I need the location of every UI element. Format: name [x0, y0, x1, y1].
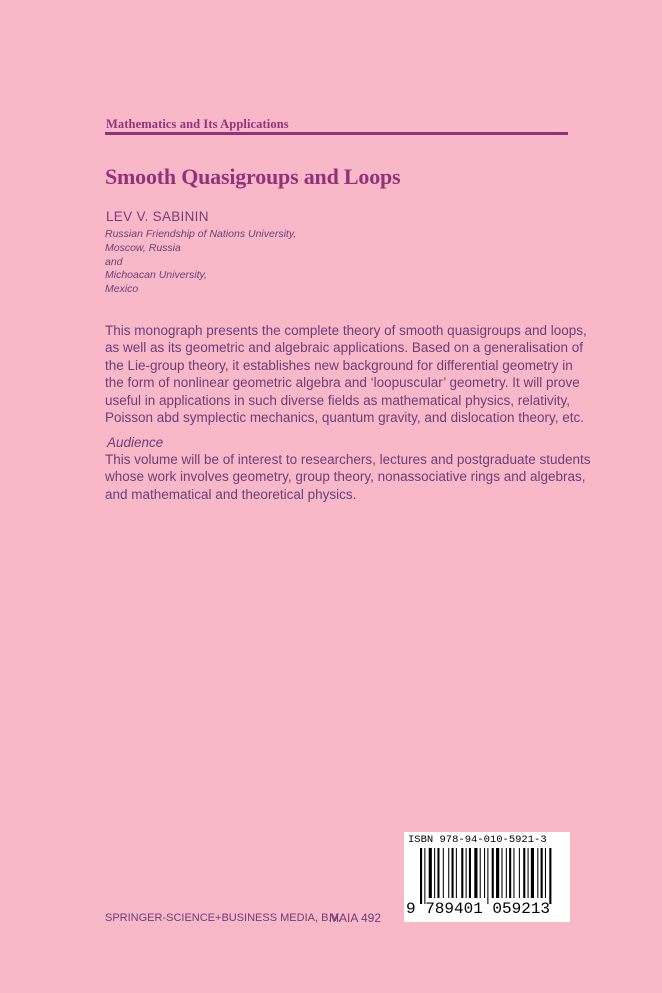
description-line: the Lie-group theory, it establishes new background for differential geometry in [105, 357, 573, 373]
barcode-bar [487, 848, 488, 904]
barcode-bar [523, 848, 525, 898]
barcode-bar [531, 848, 534, 898]
description-line: the form of nonlinear geometric algebra and ‘loopuscular’ geometry. It will prove [105, 375, 580, 391]
barcode-bar [461, 848, 463, 898]
description-line: Poisson abd symplectic mechanics, quantum gravity, and dislocation theory, etc. [105, 410, 584, 426]
series-number: MAIA 492 [329, 911, 382, 925]
barcode-bar [541, 848, 543, 898]
audience-line: This volume will be of interest to researchers, lectures and postgraduate students [105, 452, 591, 467]
audience-text [105, 451, 591, 503]
description-line: useful in applications in such diverse fields as mathematical physics, relativity, [105, 392, 570, 408]
barcode-bar [448, 848, 449, 898]
audience-line: whose work involves geometry, group theory, nonassociative rings and algebras, [105, 469, 586, 485]
barcode-bar [466, 848, 467, 898]
audience-line: and mathematical and theoretical physics. [105, 486, 357, 502]
barcode-bar [509, 848, 511, 898]
barcode-bar [549, 848, 551, 904]
barcode-bar [469, 848, 471, 898]
barcode-bar [519, 848, 520, 898]
barcode-bar [452, 848, 454, 898]
affiliation-line: Russian Friendship of Nations University, [105, 228, 297, 240]
barcode-bar [437, 848, 439, 898]
barcode-bar [501, 848, 502, 898]
barcode-bar [492, 848, 494, 898]
barcode-bar [480, 848, 481, 898]
barcode-bar [537, 848, 538, 898]
barcode-bar [443, 848, 444, 898]
affiliation-line: Mexico [105, 283, 139, 296]
description-line: This monograph presents the complete theory of smooth quasigroups and loops, [105, 323, 587, 338]
affiliation-line: Moscow, Russia [105, 241, 181, 254]
series-rule [105, 132, 568, 135]
barcode-bar [429, 848, 432, 898]
barcode-bar [496, 848, 499, 898]
barcode-bars [404, 848, 570, 904]
book-description [105, 322, 587, 426]
audience-heading: Audience [107, 435, 164, 450]
series-title: Mathematics and Its Applications [106, 117, 289, 131]
barcode-bar [420, 848, 422, 904]
barcode-bar [545, 848, 546, 898]
barcode-bar [456, 848, 457, 898]
barcode-bar [484, 848, 485, 898]
affiliation-line: and [105, 255, 123, 268]
description-line: as well as its geometric and algebraic applications. Based on a generalisation of [105, 340, 584, 356]
isbn-label: ISBN 978-94-010-5921-3 [408, 834, 547, 846]
book-title: Smooth Quasigroups and Loops [105, 164, 401, 189]
barcode-bar [434, 848, 435, 898]
affiliation-line: Michoacan University, [105, 269, 207, 282]
barcode-bar [506, 848, 507, 898]
barcode-bar [424, 848, 425, 904]
publisher-name: SPRINGER-SCIENCE+BUSINESS MEDIA, B.V. [105, 912, 341, 924]
barcode-bar [528, 848, 529, 898]
author-affiliation [105, 228, 296, 297]
barcode-bar [513, 848, 514, 898]
isbn-barcode [404, 832, 570, 922]
barcode-digits: 9 789401 059213 [406, 900, 551, 918]
author-name: LEV V. SABININ [106, 209, 209, 224]
barcode-bar [474, 848, 477, 898]
